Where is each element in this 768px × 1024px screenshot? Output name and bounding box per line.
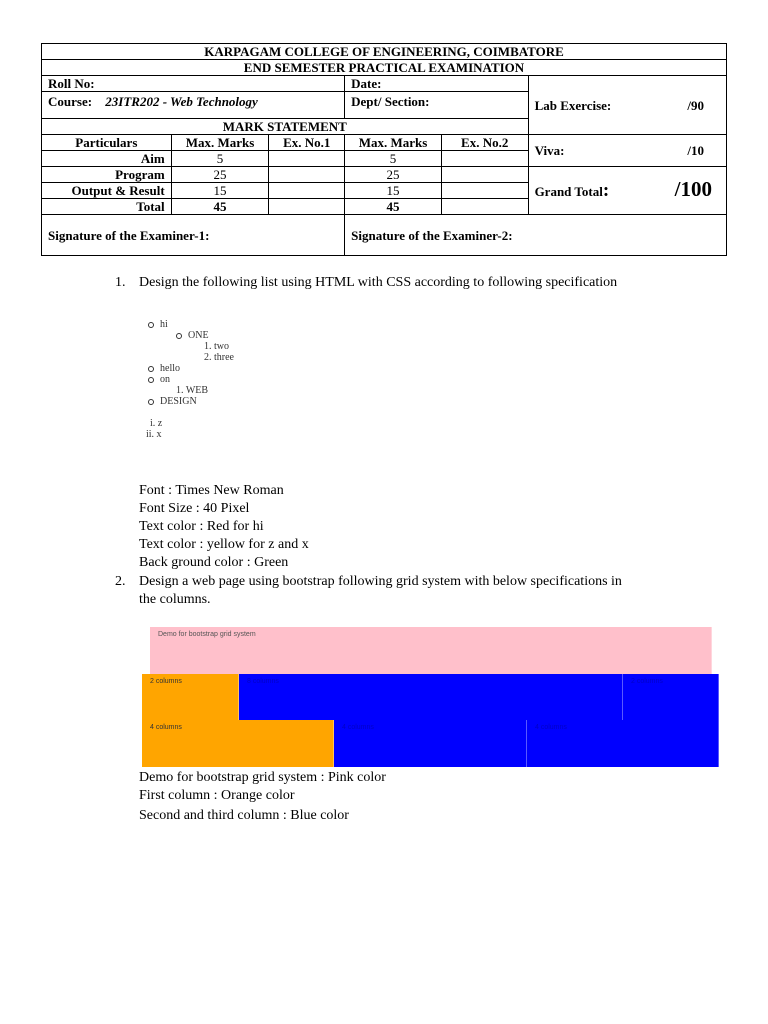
circle-bullet-icon <box>148 322 154 328</box>
max-marks-cell: 5 <box>171 151 269 167</box>
grid-col-4-blue: 4 columns <box>527 720 719 767</box>
grid-col-2-orange: 2 columns <box>142 674 239 720</box>
q2-text-line: the columns. <box>139 592 211 607</box>
max-marks-cell: 5 <box>345 151 442 167</box>
q1-number: 1. <box>115 275 126 290</box>
col-header-max-marks-1: Max. Marks <box>171 135 269 151</box>
col-header-particulars: Particulars <box>42 135 172 151</box>
grand-total-label: Grand Total <box>534 184 603 199</box>
list-item: 2. three <box>204 352 234 363</box>
circle-bullet-icon <box>148 377 154 383</box>
grand-total-colon: : <box>602 180 610 201</box>
score-cell <box>441 199 528 215</box>
spec-line: Font : Times New Roman <box>139 483 284 498</box>
spec-line: Back ground color : Green <box>139 555 289 570</box>
col-header-ex-no-2: Ex. No.2 <box>441 135 528 151</box>
grid-header-cell: Demo for bootstrap grid system <box>150 627 712 674</box>
col-header-max-marks-2: Max. Marks <box>345 135 442 151</box>
list-item: ii. x <box>146 429 162 440</box>
spec-line: First column : Orange color <box>139 788 295 803</box>
q2-text <box>139 573 739 609</box>
q2-text-line: Design a web page using bootstrap following grid system with below specifications in <box>139 574 622 589</box>
q2-number: 2. <box>115 574 126 589</box>
score-cell <box>441 151 528 167</box>
exam-title: END SEMESTER PRACTICAL EXAMINATION <box>42 60 727 76</box>
circle-bullet-icon <box>148 366 154 372</box>
list-item-text: on <box>160 374 170 385</box>
date-label: Date: <box>345 76 528 92</box>
row-label: Program <box>42 167 172 183</box>
college-name: KARPAGAM COLLEGE OF ENGINEERING, COIMBATORE <box>42 44 727 60</box>
spec-line: Text color : yellow for z and x <box>139 537 309 552</box>
signature-examiner-2: Signature of the Examiner-2: <box>345 215 727 256</box>
list-item <box>176 330 209 341</box>
q2-specs <box>139 769 386 825</box>
grand-total-value: /100 <box>674 177 712 201</box>
mark-statement-title: MARK STATEMENT <box>42 119 529 135</box>
row-label: Output & Result <box>42 183 172 199</box>
list-item: i. z <box>150 418 163 429</box>
row-label: Aim <box>42 151 172 167</box>
list-item-text: hi <box>160 319 168 330</box>
max-marks-cell: 45 <box>345 199 442 215</box>
viva-value: /10 <box>687 143 704 158</box>
table-row <box>42 167 727 183</box>
list-item: 1. WEB <box>176 385 209 396</box>
list-item-text: DESIGN <box>160 396 197 407</box>
grand-total-cell <box>528 167 726 215</box>
list-item <box>148 374 170 385</box>
max-marks-cell: 15 <box>171 183 269 199</box>
list-item-text: ONE <box>188 330 209 341</box>
circle-bullet-icon <box>176 333 182 339</box>
grid-col-8-blue: 8 columns <box>239 674 623 720</box>
lab-exercise-cell <box>528 76 726 135</box>
circle-bullet-icon <box>148 399 154 405</box>
score-cell <box>441 183 528 199</box>
roll-no-label: Roll No: <box>42 76 345 92</box>
bootstrap-grid-image <box>142 627 719 767</box>
score-cell <box>269 167 345 183</box>
lab-exercise-label: Lab Exercise: <box>534 97 612 113</box>
score-cell <box>441 167 528 183</box>
lab-exercise-value: /90 <box>687 97 704 113</box>
mark-statement-table <box>41 43 727 256</box>
grand-total-label-group <box>534 180 610 201</box>
max-marks-cell: 45 <box>171 199 269 215</box>
spec-line: Text color : Red for hi <box>139 519 264 534</box>
course-value: 23ITR202 - Web Technology <box>105 94 258 109</box>
grid-col-2-blue: 2 columns <box>623 674 719 720</box>
viva-cell <box>528 135 726 167</box>
row-label: Total <box>42 199 172 215</box>
spec-line: Second and third column : Blue color <box>139 808 349 823</box>
col-header-ex-no-1: Ex. No.1 <box>269 135 345 151</box>
list-item <box>148 363 180 374</box>
grid-col-4-orange: 4 columns <box>142 720 334 767</box>
course-cell <box>42 92 345 119</box>
list-item-text: hello <box>160 363 180 374</box>
max-marks-cell: 15 <box>345 183 442 199</box>
spec-line: Demo for bootstrap grid system : Pink color <box>139 770 386 785</box>
list-item: 1. two <box>204 341 229 352</box>
course-label: Course: <box>48 94 93 109</box>
list-demo-image <box>148 319 348 444</box>
grid-col-4-blue: 4 columns <box>334 720 527 767</box>
max-marks-cell: 25 <box>345 167 442 183</box>
max-marks-cell: 25 <box>171 167 269 183</box>
spec-line: Font Size : 40 Pixel <box>139 501 250 516</box>
score-cell <box>269 199 345 215</box>
score-cell <box>269 183 345 199</box>
viva-label: Viva: <box>534 143 565 158</box>
list-item <box>148 396 197 407</box>
signature-examiner-1: Signature of the Examiner-1: <box>42 215 345 256</box>
dept-section-label: Dept/ Section: <box>345 92 528 119</box>
score-cell <box>269 151 345 167</box>
q1-specs <box>139 482 309 572</box>
q1-text: Design the following list using HTML with CSS according to following specification <box>139 275 618 290</box>
list-item <box>148 319 168 330</box>
